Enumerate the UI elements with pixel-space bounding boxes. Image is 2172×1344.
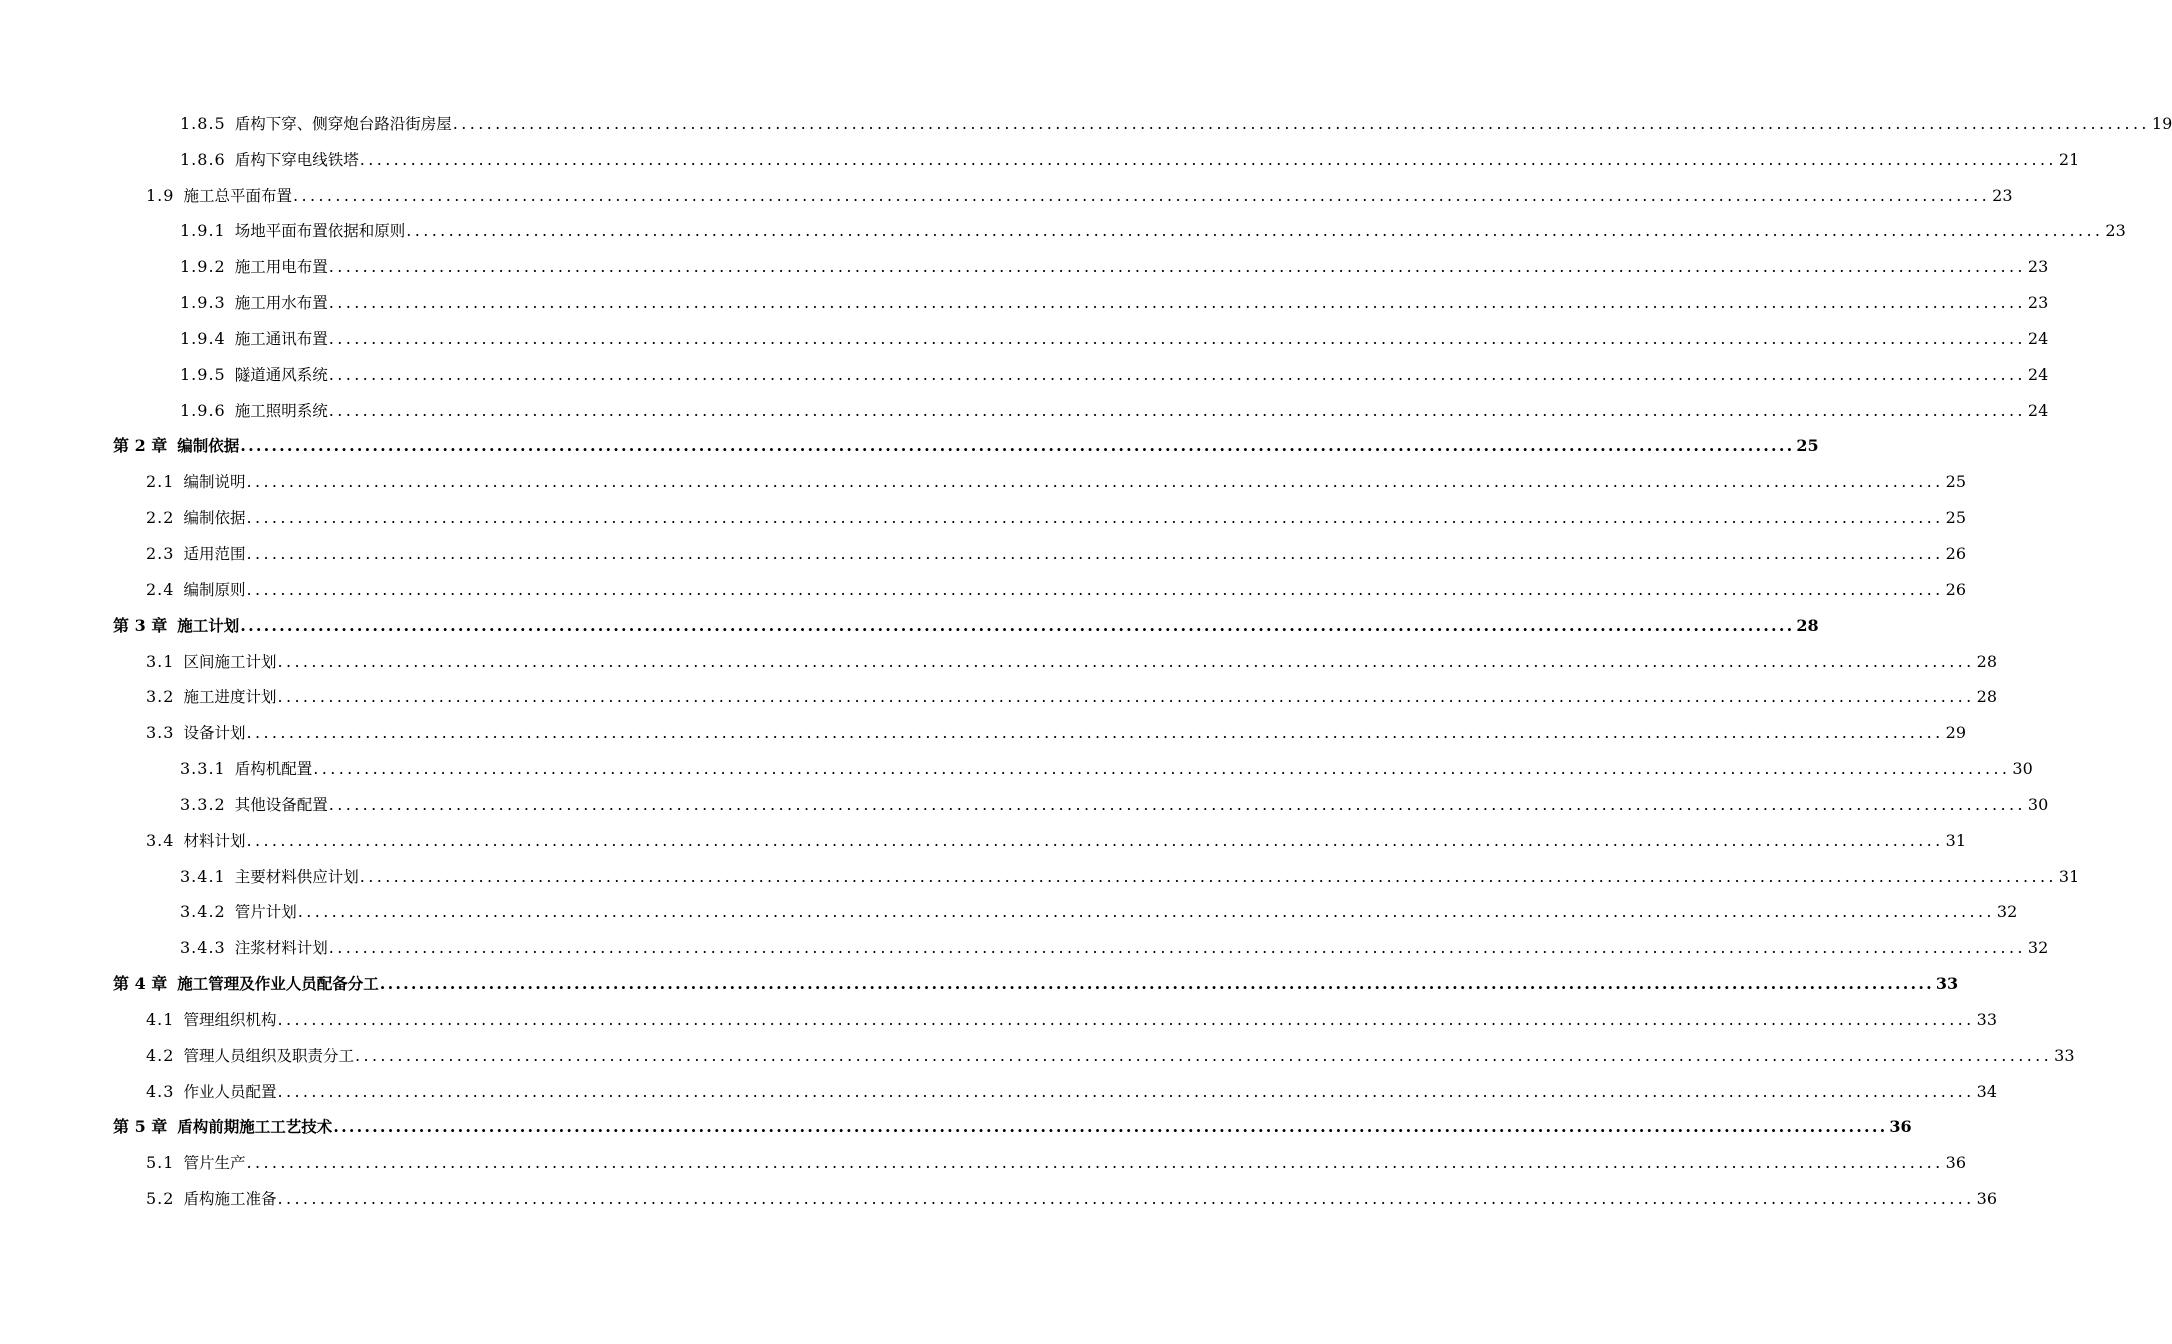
dot-leader: ........................................................................................................................................................................................................	[333, 1117, 1888, 1137]
toc-entry[interactable]	[0, 707, 1967, 743]
toc-entry[interactable]	[0, 170, 2013, 206]
toc-entry-number: 3.1	[146, 651, 175, 671]
toc-entry-number: 2.1	[146, 472, 175, 492]
toc-entry[interactable]	[0, 313, 2049, 349]
toc-entry[interactable]	[0, 636, 1998, 672]
toc-entry-number: 第 5 章	[113, 1117, 168, 1137]
toc-entry[interactable]	[0, 277, 2049, 313]
toc-entry-number: 3.2	[146, 687, 175, 707]
toc-entry[interactable]	[0, 958, 1959, 994]
dot-leader: ........................................................................................................................................................................................................	[246, 830, 1944, 850]
dot-leader: ........................................................................................................................................................................................................	[246, 543, 1944, 563]
dot-leader: ........................................................................................................................................................................................................	[328, 938, 2026, 958]
dot-leader: ........................................................................................................................................................................................................	[246, 508, 1944, 528]
toc-entry-number: 3.3.1	[180, 759, 226, 779]
toc-entry-page-number: 19	[2151, 113, 2172, 133]
toc-entry-title: 主要材料供应计划	[234, 867, 359, 886]
dot-leader: ........................................................................................................................................................................................................	[246, 723, 1944, 743]
toc-entry-title: 施工通讯布置	[234, 329, 328, 348]
dot-leader: ........................................................................................................................................................................................................	[328, 328, 2026, 348]
toc-entry[interactable]	[0, 1102, 1912, 1138]
table-of-contents	[0, 98, 2172, 1209]
toc-entry-title: 施工用水布置	[234, 294, 328, 313]
dot-leader: ........................................................................................................................................................................................................	[359, 866, 2057, 886]
toc-entry[interactable]	[0, 528, 1967, 564]
toc-entry-number: 第 2 章	[113, 436, 168, 456]
toc-entry-title: 管理人员组织及职责分工	[183, 1046, 354, 1065]
dot-leader: ........................................................................................................................................................................................................	[328, 400, 2026, 420]
dot-leader: ........................................................................................................................................................................................................	[277, 687, 1975, 707]
toc-entry-title: 施工计划	[177, 616, 240, 635]
toc-entry-page-number: 28	[1976, 687, 1998, 707]
toc-entry-page-number: 24	[2027, 400, 2049, 420]
toc-entry-title: 编制依据	[183, 509, 246, 528]
toc-entry-title: 管理组织机构	[183, 1010, 277, 1029]
dot-leader: ........................................................................................................................................................................................................	[297, 902, 1995, 922]
toc-entry[interactable]	[0, 1066, 1998, 1102]
toc-entry[interactable]	[0, 922, 2049, 958]
toc-entry-title: 盾构前期施工工艺技术	[177, 1118, 333, 1137]
toc-entry-title: 施工进度计划	[183, 688, 277, 707]
toc-entry-number: 1.9.2	[180, 257, 226, 277]
toc-entry-number: 3.4	[146, 830, 175, 850]
toc-entry-page-number: 23	[2027, 293, 2049, 313]
toc-entry-page-number: 33	[2054, 1045, 2075, 1065]
toc-entry-title: 盾构施工准备	[183, 1190, 277, 1209]
toc-entry-title: 盾构机配置	[234, 760, 313, 779]
toc-entry[interactable]	[0, 421, 1819, 457]
toc-entry-number: 第 4 章	[113, 974, 168, 994]
toc-entry-page-number: 32	[1996, 902, 2018, 922]
dot-leader: ........................................................................................................................................................................................................	[354, 1045, 2053, 1065]
dot-leader: ........................................................................................................................................................................................................	[379, 974, 1934, 994]
toc-entry[interactable]	[0, 456, 1967, 492]
toc-entry-number: 第 3 章	[113, 615, 168, 635]
toc-entry-title: 盾构下穿、侧穿炮台路沿街房屋	[234, 114, 452, 133]
toc-entry-title: 管片生产	[183, 1154, 246, 1173]
toc-entry-number: 1.9.1	[180, 221, 226, 241]
dot-leader: ........................................................................................................................................................................................................	[328, 364, 2026, 384]
toc-entry-page-number: 21	[2058, 149, 2080, 169]
toc-entry-title: 施工总平面布置	[183, 186, 292, 205]
toc-entry-title: 材料计划	[183, 831, 246, 850]
dot-leader: ........................................................................................................................................................................................................	[277, 1081, 1975, 1101]
toc-entry-number: 3.3.2	[180, 794, 226, 814]
toc-entry-number: 5.1	[146, 1153, 175, 1173]
toc-entry-page-number: 36	[1889, 1117, 1912, 1137]
toc-entry-title: 其他设备配置	[234, 795, 328, 814]
toc-entry-page-number: 23	[2027, 257, 2049, 277]
toc-entry[interactable]	[0, 492, 1967, 528]
toc-entry-title: 适用范围	[183, 544, 246, 563]
toc-entry-number: 4.3	[146, 1081, 175, 1101]
toc-entry-number: 3.4.3	[180, 938, 226, 958]
dot-leader: ........................................................................................................................................................................................................	[292, 185, 1991, 205]
toc-entry-page-number: 31	[2058, 866, 2080, 886]
toc-entry-title: 施工照明系统	[234, 401, 328, 420]
toc-entry[interactable]	[0, 1030, 2075, 1066]
toc-entry-number: 5.2	[146, 1189, 175, 1209]
toc-entry-title: 隧道通风系统	[234, 365, 328, 384]
dot-leader: ........................................................................................................................................................................................................	[277, 1009, 1975, 1029]
toc-entry[interactable]	[0, 743, 2033, 779]
dot-leader: ........................................................................................................................................................................................................	[246, 579, 1944, 599]
toc-entry-number: 1.9.3	[180, 293, 226, 313]
toc-entry-page-number: 28	[1796, 615, 1819, 635]
toc-entry-title: 管片计划	[234, 903, 297, 922]
dot-leader: ........................................................................................................................................................................................................	[406, 221, 2104, 241]
dot-leader: ........................................................................................................................................................................................................	[313, 759, 2011, 779]
toc-entry-number: 2.4	[146, 579, 175, 599]
toc-entry-page-number: 31	[1945, 830, 1967, 850]
toc-entry[interactable]	[0, 564, 1967, 600]
toc-entry-page-number: 23	[1992, 185, 2013, 205]
toc-entry-page-number: 24	[2027, 364, 2049, 384]
toc-entry-number: 2.3	[146, 543, 175, 563]
toc-entry-title: 施工用电布置	[234, 258, 328, 277]
toc-entry-page-number: 30	[2027, 794, 2049, 814]
toc-entry-number: 1.8.5	[180, 113, 226, 133]
toc-entry-title: 盾构下穿电线铁塔	[234, 150, 359, 169]
toc-entry-title: 编制依据	[177, 437, 240, 456]
toc-entry-title: 施工管理及作业人员配备分工	[177, 975, 379, 994]
dot-leader: ........................................................................................................................................................................................................	[359, 149, 2057, 169]
toc-entry-number: 3.3	[146, 723, 175, 743]
toc-entry-number: 1.9.4	[180, 328, 226, 348]
toc-entry-number: 1.9.5	[180, 364, 226, 384]
toc-entry-number: 4.1	[146, 1009, 175, 1029]
toc-entry-page-number: 26	[1945, 579, 1967, 599]
toc-entry-title: 场地平面布置依据和原则	[234, 222, 406, 241]
toc-entry-number: 2.2	[146, 508, 175, 528]
dot-leader: ........................................................................................................................................................................................................	[246, 1153, 1944, 1173]
toc-entry-page-number: 25	[1796, 436, 1819, 456]
toc-entry-number: 4.2	[146, 1045, 175, 1065]
toc-entry[interactable]	[0, 600, 1819, 636]
toc-entry[interactable]	[0, 241, 2049, 277]
toc-entry[interactable]	[0, 349, 2049, 385]
toc-entry[interactable]	[0, 385, 2049, 421]
dot-leader: ........................................................................................................................................................................................................	[277, 651, 1975, 671]
toc-entry[interactable]	[0, 206, 2126, 242]
dot-leader: ........................................................................................................................................................................................................	[246, 472, 1944, 492]
dot-leader: ........................................................................................................................................................................................................	[328, 794, 2026, 814]
dot-leader: ........................................................................................................................................................................................................	[277, 1189, 1975, 1209]
toc-entry-number: 1.9.6	[180, 400, 226, 420]
toc-entry[interactable]	[0, 815, 1967, 851]
toc-entry-title: 作业人员配置	[183, 1082, 277, 1101]
toc-entry-page-number: 24	[2027, 328, 2049, 348]
toc-entry[interactable]	[0, 672, 1998, 708]
dot-leader: ........................................................................................................................................................................................................	[452, 113, 2150, 133]
toc-entry-number: 1.9	[146, 185, 175, 205]
toc-entry-page-number: 33	[1935, 974, 1959, 994]
toc-entry-number: 1.8.6	[180, 149, 226, 169]
dot-leader: ........................................................................................................................................................................................................	[240, 615, 1795, 635]
toc-entry-number: 3.4.1	[180, 866, 226, 886]
toc-entry-page-number: 25	[1945, 472, 1967, 492]
toc-entry-page-number: 36	[1976, 1189, 1998, 1209]
toc-entry-page-number: 32	[2027, 938, 2049, 958]
toc-entry[interactable]	[0, 98, 2172, 134]
toc-entry-title: 编制原则	[183, 580, 246, 599]
toc-entry-page-number: 28	[1976, 651, 1998, 671]
toc-entry[interactable]	[0, 887, 2018, 923]
toc-entry[interactable]	[0, 851, 2080, 887]
toc-entry-title: 注浆材料计划	[234, 939, 328, 958]
toc-entry-page-number: 30	[2012, 759, 2033, 779]
toc-entry[interactable]	[0, 994, 1998, 1030]
toc-entry[interactable]	[0, 1137, 1967, 1173]
toc-entry[interactable]	[0, 134, 2080, 170]
toc-entry[interactable]	[0, 1173, 1998, 1209]
dot-leader: ........................................................................................................................................................................................................	[328, 293, 2026, 313]
toc-entry-number: 3.4.2	[180, 902, 226, 922]
toc-entry-page-number: 26	[1945, 543, 1967, 563]
toc-entry-page-number: 25	[1945, 508, 1967, 528]
toc-entry-title: 设备计划	[183, 724, 246, 743]
dot-leader: ........................................................................................................................................................................................................	[328, 257, 2026, 277]
toc-entry-page-number: 33	[1976, 1009, 1998, 1029]
toc-entry-page-number: 34	[1976, 1081, 1998, 1101]
toc-entry-page-number: 23	[2105, 221, 2126, 241]
toc-entry-page-number: 36	[1945, 1153, 1967, 1173]
dot-leader: ........................................................................................................................................................................................................	[240, 436, 1795, 456]
toc-entry-title: 编制说明	[183, 473, 246, 492]
toc-entry-title: 区间施工计划	[183, 652, 277, 671]
toc-entry-page-number: 29	[1945, 723, 1967, 743]
toc-entry[interactable]	[0, 779, 2049, 815]
